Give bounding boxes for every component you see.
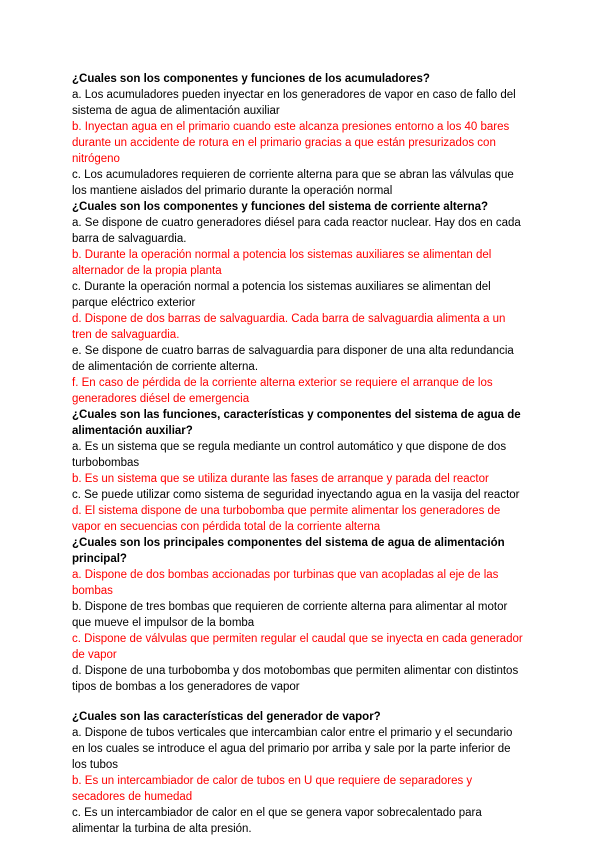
answer-option-e: e. Se dispone de cuatro barras de salvaguardia para disponer de una alta redundancia de alimentación de corriente alterna. xyxy=(72,345,514,373)
question-block-acumuladores xyxy=(72,71,528,199)
question-title: ¿Cuales son las funciones, características y componentes del sistema de agua de alimentación auxiliar? xyxy=(72,409,521,437)
answer-option-d: d. Dispone de una turbobomba y dos motobombas que permiten alimentar con distintos tipos de bombas a los generadores de vapor xyxy=(72,665,519,693)
answer-option-c: c. Dispone de válvulas que permiten regular el caudal que se inyecta en cada generador de vapor xyxy=(72,633,523,661)
answer-option-b: b. Durante la operación normal a potencia los sistemas auxiliares se alimentan del alternador de la propia planta xyxy=(72,249,492,277)
answer-option-a: a. Es un sistema que se regula mediante un control automático y que dispone de dos turbobombas xyxy=(72,441,507,469)
question-block-alimentacion-principal xyxy=(72,535,528,695)
section-spacer xyxy=(72,695,528,709)
question-block-corriente-alterna xyxy=(72,199,528,407)
answer-option-c: c. Se puede utilizar como sistema de seguridad inyectando agua en la vasija del reactor xyxy=(72,489,520,501)
answer-option-b: b. Inyectan agua en el primario cuando este alcanza presiones entorno a los 40 bares durante un accidente de rotura en el primario gracias a que están presurizados con nitrógeno xyxy=(72,121,510,165)
answer-option-a: a. Se dispone de cuatro generadores diésel para cada reactor nuclear. Hay dos en cada barra de salvaguardia. xyxy=(72,217,521,245)
question-title: ¿Cuales son los componentes y funciones del sistema de corriente alterna? xyxy=(72,201,489,213)
answer-option-b: b. Es un intercambiador de calor de tubos en U que requiere de separadores y secadores de humedad xyxy=(72,775,473,803)
answer-option-b: b. Es un sistema que se utiliza durante las fases de arranque y parada del reactor xyxy=(72,473,489,485)
answer-option-c: c. Los acumuladores requieren de corriente alterna para que se abran las válvulas que los mantiene aislados del primario durante la operación normal xyxy=(72,169,514,197)
answer-option-f: f. En caso de pérdida de la corriente alterna exterior se requiere el arranque de los generadores diésel de emergencia xyxy=(72,377,493,405)
question-block-alimentacion-auxiliar xyxy=(72,407,528,535)
question-block-generador-vapor xyxy=(72,709,528,837)
document-page xyxy=(72,71,528,837)
answer-option-a: a. Los acumuladores pueden inyectar en los generadores de vapor en caso de fallo del sistema de agua de alimentación auxiliar xyxy=(72,89,516,117)
question-title: ¿Cuales son las características del generador de vapor? xyxy=(72,711,381,723)
answer-option-c: c. Durante la operación normal a potencia los sistemas auxiliares se alimentan del parque eléctrico exterior xyxy=(72,281,491,309)
answer-option-b: b. Dispone de tres bombas que requieren de corriente alterna para alimentar al motor que mueve el impulsor de la bomba xyxy=(72,601,508,629)
answer-option-d: d. El sistema dispone de una turbobomba que permite alimentar los generadores de vapor en secuencias con pérdida total de la corriente alterna xyxy=(72,505,501,533)
question-title: ¿Cuales son los principales componentes del sistema de agua de alimentación principal? xyxy=(72,537,505,565)
answer-option-c: c. Es un intercambiador de calor en el que se genera vapor sobrecalentado para alimentar la turbina de alta presión. xyxy=(72,807,482,835)
answer-option-a: a. Dispone de tubos verticales que intercambian calor entre el primario y el secundario en los cuales se introduce el agua del primario por arriba y sale por la parte inferior de los tubos xyxy=(72,727,513,771)
answer-option-d: d. Dispone de dos barras de salvaguardia. Cada barra de salvaguardia alimenta a un tren de salvaguardia. xyxy=(72,313,506,341)
answer-option-a: a. Dispone de dos bombas accionadas por turbinas que van acopladas al eje de las bombas xyxy=(72,569,499,597)
question-title: ¿Cuales son los componentes y funciones de los acumuladores? xyxy=(72,73,430,85)
